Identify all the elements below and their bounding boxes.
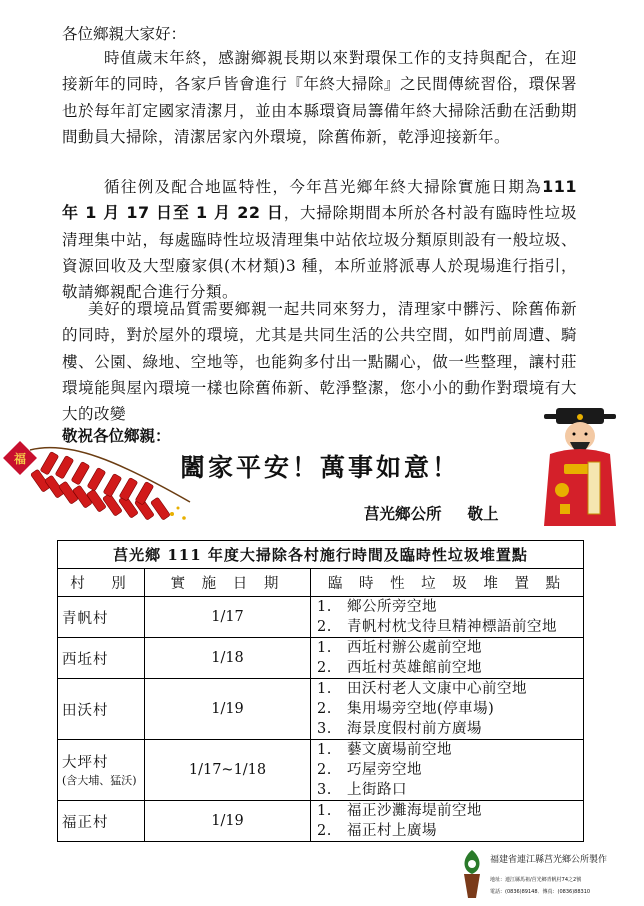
header-date: 實 施 日 期 — [145, 569, 311, 597]
cleanup-date: 1/17~1/18 — [145, 740, 311, 801]
village-name: 西坵村 — [58, 638, 145, 679]
publisher-credit — [458, 848, 638, 900]
site-item: 2. 集用場旁空地(停車場) — [317, 701, 495, 717]
table-row — [58, 597, 584, 638]
cleanup-date: 1/17 — [145, 597, 311, 638]
table-row — [58, 740, 584, 801]
site-list — [311, 597, 584, 638]
village-note: (含大埔、猛沃) — [62, 774, 137, 787]
site-list — [311, 801, 584, 842]
publisher-org: 福建省連江縣莒光鄉公所製作 — [490, 855, 608, 865]
village-name: 福正村 — [58, 801, 145, 842]
paragraph-2-intro: 循往例及配合地區特性，今年莒光鄉年終大掃除實施日期為 — [104, 178, 543, 196]
site-item: 2. 巧屋旁空地 — [317, 762, 422, 778]
god-of-wealth-illustration — [540, 404, 620, 526]
svg-text:福: 福 — [13, 452, 27, 466]
table-title: 莒光鄉 111 年度大掃除各村施行時間及臨時性垃圾堆置點 — [58, 541, 584, 569]
village-name: 田沃村 — [58, 679, 145, 740]
site-list — [311, 638, 584, 679]
header-village: 村 別 — [58, 569, 145, 597]
table-row — [58, 679, 584, 740]
village-name: 大坪村 — [62, 755, 109, 771]
signature — [364, 502, 499, 524]
table-row — [58, 638, 584, 679]
signature-suffix: 敬上 — [467, 504, 499, 523]
closing-line: 敬祝各位鄉親： — [62, 426, 171, 445]
publisher-address: 地址：連江縣馬祖/莒光鄉青帆村74之2號 — [490, 877, 582, 883]
site-list — [311, 679, 584, 740]
site-item: 2. 西坵村英雄館前空地 — [317, 660, 482, 676]
cleanup-date: 1/19 — [145, 801, 311, 842]
site-list — [311, 740, 584, 801]
table-header-row — [58, 569, 584, 597]
firecracker-illustration — [0, 432, 200, 532]
header-sites: 臨 時 性 垃 圾 堆 置 點 — [311, 569, 584, 597]
table-row — [58, 801, 584, 842]
site-item: 3. 海景度假村前方廣場 — [317, 721, 482, 737]
cleanup-date: 1/18 — [145, 638, 311, 679]
cleanup-dates: 111 年 1 月 17 日至 1 月 22 日 — [62, 177, 577, 223]
village-name: 青帆村 — [58, 597, 145, 638]
site-item: 2. 福正村上廣場 — [317, 823, 437, 839]
fortune-badge — [3, 441, 37, 475]
site-item: 1. 田沃村老人文康中心前空地 — [317, 681, 527, 697]
cleanup-date: 1/19 — [145, 679, 311, 740]
paragraph-3: 美好的環境品質需要鄉親一起共同來努力，清理家中髒污、除舊佈新的同時，對於屋外的環境，尤其是共同生活的公共空間，如門前周遭、騎樓、公園、綠地、空地等，也能夠多付出一點關心，做一些整理，讓村莊環境能與屋內環境一樣也除舊佈新、乾淨整潔，您小小的動作對環境有大大的改變 — [62, 300, 577, 424]
village-cell — [58, 740, 145, 801]
signature-org: 莒光鄉公所 — [364, 504, 442, 523]
new-year-blessing: 闔家平安！萬事如意！ — [180, 453, 461, 482]
site-item: 1. 西坵村辦公處前空地 — [317, 640, 482, 656]
site-item: 1. 藝文廣場前空地 — [317, 742, 452, 758]
paragraph-2-rest: ，大掃除期間本所於各村設有臨時性垃圾清理集中站，每處臨時性垃圾清理集中站依垃圾分類原則設有一般垃圾、資源回收及大型廢家俱(木材類)3 種，本所並將派專人於現場進行指引，敬請鄉親配合進行分類。 — [62, 204, 577, 302]
cleanup-schedule-table — [57, 540, 584, 842]
site-item: 1. 福正沙灘海堤前空地 — [317, 803, 482, 819]
site-item: 2. 青帆村枕戈待旦精神標語前空地 — [317, 619, 557, 635]
site-item: 3. 上街路口 — [317, 782, 407, 798]
paragraph-2 — [62, 174, 577, 305]
site-item: 1. 鄉公所旁空地 — [317, 599, 437, 615]
township-logo-icon — [458, 848, 486, 900]
paragraph-1: 時值歲末年終，感謝鄉親長期以來對環保工作的支持與配合，在迎接新年的同時，各家戶皆會進行『年終大掃除』之民間傳統習俗，環保署也於每年訂定國家清潔月，並由本縣環資局籌備年終大掃除活動在活動期間動員大掃除，清潔居家內外環境，除舊佈新，乾淨迎接新年。 — [62, 49, 577, 146]
greeting: 各位鄉親大家好： — [62, 25, 187, 43]
publisher-phone: 電話：(0836)89148．傳真：(0836)88310 — [490, 889, 591, 895]
